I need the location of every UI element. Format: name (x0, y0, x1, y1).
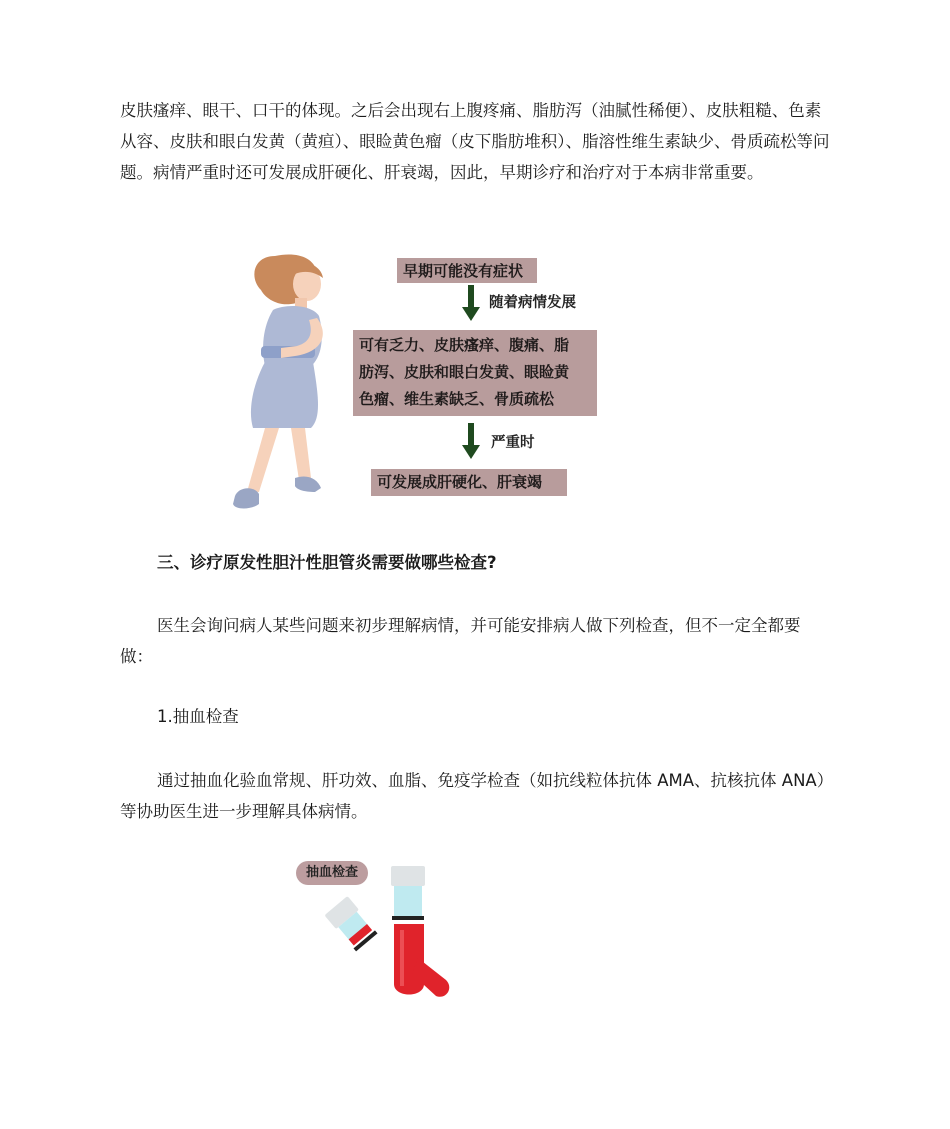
severe-label: 严重时 (491, 435, 535, 451)
symptoms-line: 色瘤、维生素缺乏、骨质疏松 (359, 390, 555, 408)
woman-stomach-pain-illustration (225, 248, 345, 513)
intro-paragraph: 皮肤瘙痒、眼干、口干的体现。之后会出现右上腹疼痛、脂肪泻（油腻性稀便）、皮肤粗糙、色素从容、皮肤和眼白发黄（黄疸）、眼睑黄色瘤（皮下脂肪堆积）、脂溶性维生素缺少、骨质疏松等问题。病情严重时还可发展成肝硬化、肝衰竭，因此，早期诊疗和治疗对于本病非常重要。 (120, 101, 830, 182)
arrow-down-icon (461, 423, 481, 459)
blood-test-figure (296, 858, 466, 1008)
symptom-flow-figure (225, 248, 645, 513)
arrow-down-icon (461, 285, 481, 321)
progression-label: 随着病情发展 (489, 295, 576, 311)
section-heading: 三、诊疗原发性胆汁性胆管炎需要做哪些检查? (157, 553, 497, 572)
section-intro-paragraph: 医生会询问病人某些问题来初步理解病情，并可能安排病人做下列检查，但不一定全都要做： (120, 616, 801, 666)
item-body-paragraph: 通过抽血化验血常规、肝功效、血脂、免疫学检查（如抗线粒体抗体 AMA、抗核抗体 ANA）等协助医生进一步理解具体病情。 (120, 771, 825, 821)
item-title: 1.抽血检查 (157, 707, 239, 726)
severe-outcome-box: 可发展成肝硬化、肝衰竭 (371, 469, 567, 496)
symptoms-line: 可有乏力、皮肤瘙痒、腹痛、脂 (359, 336, 570, 354)
blood-test-tag: 抽血检查 (296, 861, 368, 885)
symptoms-box (353, 330, 597, 416)
early-stage-box: 早期可能没有症状 (397, 258, 537, 283)
symptoms-line: 肪泻、皮肤和眼白发黄、眼睑黄 (359, 363, 570, 381)
blood-tubes-illustration (296, 858, 466, 1008)
